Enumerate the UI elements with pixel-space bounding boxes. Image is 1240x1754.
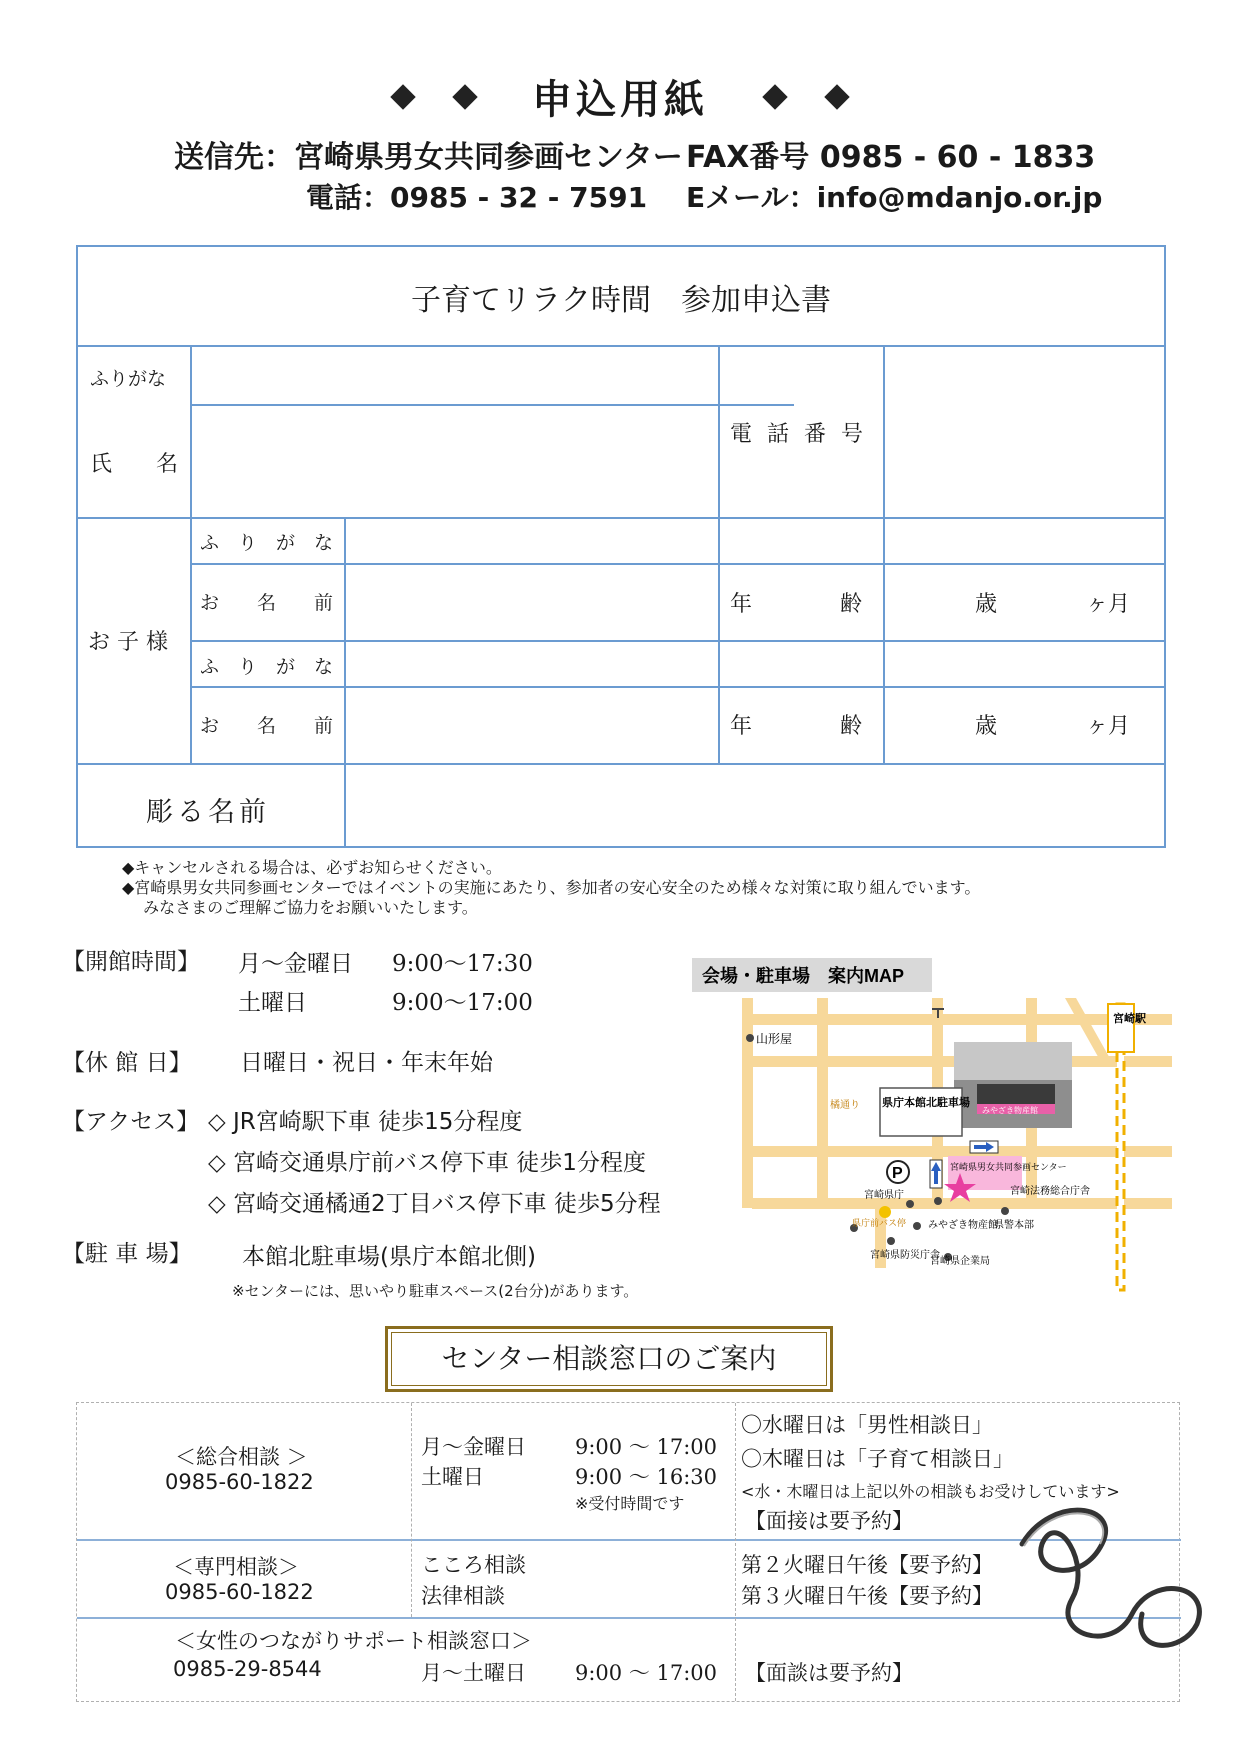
hours-label: 【開館時間】 [62, 949, 200, 975]
parking-label: 【駐 車 場】 [62, 1241, 192, 1267]
engrave-name-label: 彫る名前 [146, 797, 270, 828]
ribbon-decoration-icon [1012, 1504, 1212, 1664]
child1-furigana-field[interactable] [346, 519, 716, 561]
phone-number: 電話：0985 - 32 - 7591 [306, 181, 648, 214]
page-title-row [0, 68, 1240, 125]
fax-number: FAX番号 0985 - 60 - 1833 [686, 140, 1096, 175]
general-label: ＜総合相談 ＞ [175, 1445, 308, 1469]
map-station: 宮崎駅 [1113, 1013, 1146, 1025]
name-field[interactable] [192, 406, 716, 515]
parking-note: ※センターには、思いやり駐車スペース(2台分)があります。 [232, 1282, 639, 1300]
notes [122, 858, 980, 918]
map-bosai: 宮崎県防災庁舎 [870, 1250, 940, 1261]
access-item: ◇ 宮崎交通県庁前バス停下車 徒歩1分程度 [208, 1150, 646, 1176]
child1-furigana-label: ふ り が な [200, 532, 334, 554]
form-title: 子育てリラク時間 参加申込書 [411, 283, 831, 318]
general-note: 〇木曜日は「子育て相談日」 [741, 1447, 1014, 1471]
general-phone: 0985-60-1822 [165, 1470, 314, 1494]
furigana-field[interactable] [192, 347, 716, 402]
special-kokoro: こころ相談 [421, 1553, 526, 1577]
access-label: 【アクセス】 [62, 1109, 200, 1135]
child1-years-unit: 歳 [975, 592, 998, 617]
child2-name-field[interactable] [346, 688, 716, 761]
map-bussankan: みやざき物産館 [928, 1220, 998, 1231]
general-note: <水・木曜日は上記以外の相談もお受けしています> [741, 1482, 1120, 1501]
application-form [76, 245, 1166, 848]
child2-furigana-label: ふ り が な [200, 656, 334, 678]
special-phone: 0985-60-1822 [165, 1580, 314, 1604]
closed-value: 日曜日・祝日・年末年始 [240, 1050, 493, 1076]
general-reception-note: ※受付時間です [575, 1494, 685, 1513]
hours-weekday-time: 9:00～17:30 [392, 951, 533, 977]
hours-weekday: 月～金曜日 [238, 951, 353, 977]
name-label: 氏 名 [90, 452, 179, 477]
general-days-weekday: 月～金曜日 [421, 1435, 526, 1459]
special-kokoro-time: 第２火曜日午後【要予約】 [741, 1553, 993, 1577]
child2-years-unit: 歳 [975, 714, 998, 739]
child2-age-label: 年 齢 [730, 714, 863, 739]
women-days: 月～土曜日 [421, 1661, 526, 1685]
women-phone: 0985-29-8544 [173, 1657, 322, 1681]
general-time-saturday: 9:00 ～ 16:30 [575, 1465, 718, 1489]
note-line: ◆キャンセルされる場合は、必ずお知らせください。 [122, 858, 502, 877]
map-law-office: 宮崎法務総合庁舎 [1010, 1186, 1090, 1197]
map-police: 県警本部 [994, 1220, 1034, 1231]
map-bus-stop: 県庁前バス停 [852, 1218, 907, 1228]
access-item: ◇ 宮崎交通橘通2丁目バス停下車 徒歩5分程 [208, 1191, 661, 1217]
hours-saturday: 土曜日 [238, 990, 307, 1016]
map-yamagataya: 山形屋 [756, 1032, 793, 1046]
child1-name-label: お 名 前 [200, 592, 334, 614]
consult-banner-title: センター相談窓口のご案内 [391, 1332, 827, 1386]
map-center: 宮崎県男女共同参画センター [950, 1162, 1067, 1172]
closed-label: 【休 館 日】 [62, 1050, 192, 1076]
engrave-name-field[interactable] [346, 765, 1162, 846]
child1-name-field[interactable] [346, 565, 716, 638]
map-pref-office: 宮崎県庁 [864, 1190, 904, 1201]
email-address: Eメール：info@mdanjo.or.jp [686, 181, 1103, 214]
women-note: 【面談は要予約】 [745, 1661, 913, 1685]
special-law-time: 第３火曜日午後【要予約】 [741, 1584, 993, 1608]
diamond-icon [452, 84, 477, 109]
diamond-icon [390, 84, 415, 109]
consult-banner [385, 1326, 833, 1392]
map-kigyokyoku: 宮崎県企業局 [930, 1256, 990, 1267]
phone-number-field[interactable] [885, 347, 1162, 515]
diamond-icon [824, 84, 849, 109]
note-line: みなさまのご理解ご協力をお願いいたします。 [122, 898, 478, 917]
parking-value: 本館北駐車場(県庁本館北側) [242, 1244, 536, 1270]
general-time-weekday: 9:00 ～ 17:00 [575, 1435, 718, 1459]
women-time: 9:00 ～ 17:00 [575, 1661, 718, 1685]
general-days-saturday: 土曜日 [421, 1465, 484, 1489]
map-p-symbol: P [892, 1165, 903, 1182]
map-photo-sign: みやざき物産館 [982, 1106, 1038, 1115]
diamond-icon [762, 84, 787, 109]
hours-saturday-time: 9:00～17:00 [392, 990, 533, 1016]
child1-months-unit: ヶ月 [1086, 592, 1131, 617]
child2-furigana-field[interactable] [346, 642, 716, 684]
special-label: ＜専門相談＞ [173, 1555, 299, 1579]
note-line: ◆宮崎県男女共同参画センターではイベントの実施にあたり、参加者の安心安全のため様々な対策に取り組んでいます。 [122, 878, 981, 897]
child2-name-label: お 名 前 [200, 715, 334, 737]
venue-map [692, 958, 1189, 1322]
child2-months-unit: ヶ月 [1086, 714, 1131, 739]
map-tachibana: 橘通り [830, 1100, 860, 1111]
page-title: 申込用紙 [532, 77, 708, 123]
child1-age-label: 年 齢 [730, 592, 863, 617]
phone-number-label: 電 話 番 号 [730, 422, 867, 447]
general-note: 【面接は要予約】 [745, 1509, 913, 1533]
general-note: 〇水曜日は「男性相談日」 [741, 1413, 993, 1437]
special-law: 法律相談 [421, 1584, 505, 1608]
map-parking: 県庁本館北駐車場 [882, 1097, 970, 1109]
women-label: ＜女性のつながりサポート相談窓口＞ [175, 1629, 532, 1653]
send-to: 送信先：宮崎県男女共同参画センター [174, 140, 683, 175]
map-title: 会場・駐車場 案内MAP [702, 966, 904, 986]
access-item: ◇ JR宮崎駅下車 徒歩15分程度 [208, 1109, 523, 1135]
map-drawing [692, 958, 1189, 1322]
furigana-label: ふりがな [90, 368, 167, 390]
child-label: お 子 様 [88, 630, 168, 655]
